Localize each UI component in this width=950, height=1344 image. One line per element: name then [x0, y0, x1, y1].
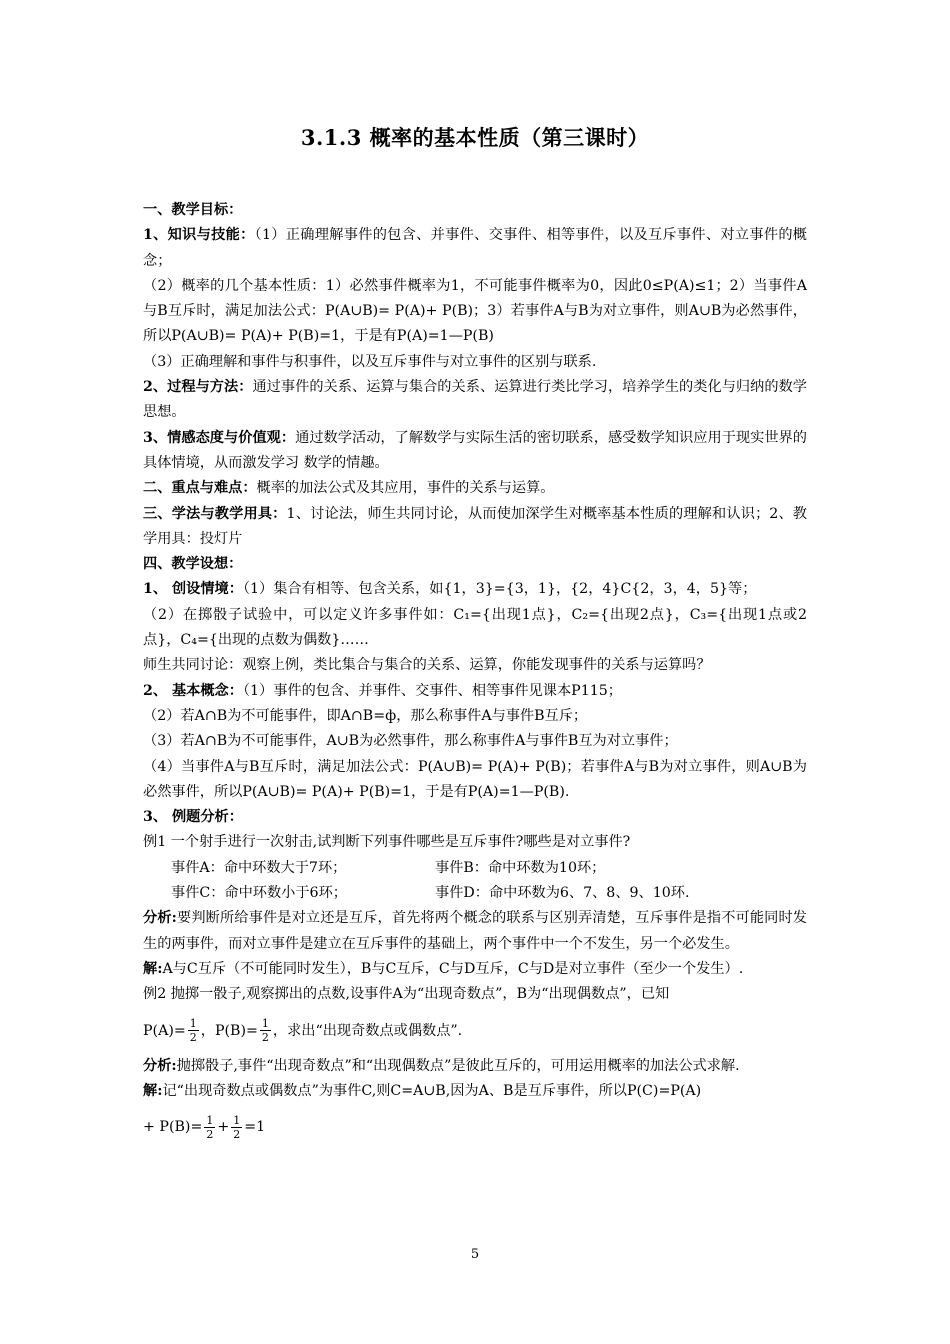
fraction-numerator: 1: [261, 1017, 269, 1030]
section-heading-examples: 3、 例题分析：: [143, 809, 243, 826]
label-knowledge: 1、知识与技能：: [143, 227, 255, 244]
text-tools: 1、讨论法，师生共同讨论，从而使加深学生对概率基本性质的理解和认识；2、教学用具：投灯片: [143, 505, 807, 547]
text-question-tail: ，求出“出现奇数点或偶数点”.: [272, 1022, 463, 1039]
label-tools: 三、学法与教学用具：: [143, 505, 287, 522]
paragraph-discussion: 师生共同讨论：观察上例，类比集合与集合的关系、运算，你能发现事件的关系与运算吗？: [143, 657, 711, 674]
example-2-given: [143, 1008, 807, 1054]
fraction-half: [188, 1017, 199, 1044]
text-knowledge-1: （1）正确理解事件的包含、并事件、交事件、相等事件，以及互斥事件、对立事件的概念；: [143, 227, 807, 269]
label-solution-2: 解:: [143, 1082, 163, 1099]
label-analysis-2: 分析:: [143, 1057, 177, 1074]
text-analysis-1: 要判断所给事件是对立还是互斥，首先将两个概念的联系与区别弄清楚，互斥事件是指不可能同时发生的两事件，而对立事件是建立在互斥事件的基础上，两个事件中一个不发生，另一个必发生。: [143, 910, 807, 952]
document-body: [143, 198, 807, 1150]
fraction-half: [204, 1114, 215, 1141]
text-scenario-1: （1）集合有相等、包含关系，如{1，3}={3，1}，{2，4}C{2，3，4，5}等；: [242, 581, 757, 598]
fraction-numerator: 1: [189, 1017, 197, 1030]
page-number: 5: [470, 1247, 480, 1262]
event-a: 事件A：命中环数大于7环；: [171, 859, 347, 876]
example-2-analysis: [143, 1054, 807, 1079]
text-pb: ，P(B)=: [200, 1022, 258, 1039]
paragraph-tools: [143, 502, 807, 553]
label-scenario: 1、 创设情境：: [143, 581, 243, 598]
paragraph-concepts: [143, 679, 807, 704]
paragraph-distinction: （3）正确理解和事件与积事件，以及互斥事件与对立事件的区别与联系.: [143, 353, 597, 370]
event-c: 事件C：命中环数小于6环；: [171, 885, 347, 902]
label-analysis-1: 分析:: [143, 910, 177, 927]
example-1-analysis: [143, 906, 807, 957]
event-row-2: [143, 881, 807, 906]
example-1-question: 例1 一个射手进行一次射击,试判断下列事件哪些是互斥事件?哪些是对立事件?: [143, 834, 631, 851]
fraction-half: [260, 1017, 271, 1044]
text-solution-1: A与C互斥（不可能同时发生），B与C互斥，C与D互斥，C与D是对立事件（至少一个发生）.: [162, 960, 744, 977]
event-row-1: [143, 856, 807, 881]
text-emotion: 通过数学活动，了解数学与实际生活的密切联系，感受数学知识应用于现实世界的具体情境，从而激发学习 数学的情趣。: [143, 429, 807, 471]
label-emotion: 3、情感态度与价值观：: [143, 429, 296, 446]
text-formula-head: + P(B)=: [143, 1119, 203, 1136]
paragraph-key-points: [143, 476, 807, 501]
paragraph-scenario: [143, 577, 807, 602]
text-formula-tail: =1: [244, 1119, 266, 1136]
paragraph-knowledge: [143, 223, 807, 274]
paragraph-dice-events: （2）在掷骰子试验中，可以定义许多事件如：C₁={出现1点}，C₂={出现2点}，C₃={出现1点或2点}，C₄={出现的点数为偶数}……: [143, 606, 807, 649]
label-solution-1: 解:: [143, 960, 163, 977]
label-method: 2、过程与方法：: [143, 379, 253, 396]
paragraph-addition-rule: （4）当事件A与B互斥时，满足加法公式：P(A∪B)= P(A)+ P(B)；若事件A与B为对立事件，则A∪B为必然事件，所以P(A∪B)= P(A)+ P(B)=1，于是有P(A)=1—P(B).: [143, 758, 807, 800]
paragraph-mutually-exclusive: （2）若A∩B为不可能事件，即A∩B=ф，那么称事件A与事件B互斥；: [143, 707, 588, 724]
fraction-denominator: 2: [261, 1031, 269, 1044]
paragraph-properties: （2）概率的几个基本性质：1）必然事件概率为1，不可能事件概率为0，因此0≤P(A)≤1；2）当事件A与B互斥时，满足加法公式：P(A∪B)= P(A)+ P(B)；3）若事件A与B为对立事件，则A∪B为必然事件，所以P(A∪B)= P(A)+ P(B)=1，于是有P(A)=1—P(B): [143, 277, 807, 345]
text-analysis-2: 抛掷骰子,事件“出现奇数点”和“出现偶数点”是彼此互斥的，可用运用概率的加法公式求解.: [176, 1057, 740, 1074]
text-key-points: 概率的加法公式及其应用，事件的关系与运算。: [256, 480, 555, 497]
section-heading-design: 四、教学设想：: [143, 556, 243, 573]
fraction-denominator: 2: [233, 1127, 241, 1141]
fraction-denominator: 2: [189, 1031, 197, 1044]
example-2-solution-formula: [143, 1104, 807, 1150]
section-heading-objectives: 一、教学目标：: [143, 202, 243, 218]
fraction-numerator: 1: [233, 1113, 241, 1127]
paragraph-emotion: [143, 426, 807, 477]
paragraph-method: [143, 375, 807, 426]
text-solution-2: 记“出现奇数点或偶数点”为事件C,则C=A∪B,因为A、B是互斥事件，所以P(C)=P(A): [162, 1082, 702, 1099]
fraction-numerator: 1: [206, 1113, 214, 1127]
text-concepts-1: （1）事件的包含、并事件、交事件、相等事件见课本P115；: [242, 682, 622, 699]
page-title: 3.1.3 概率的基本性质（第三课时）: [300, 125, 650, 150]
example-2-question: 例2 抛掷一骰子,观察掷出的点数,设事件A为“出现奇数点”，B为“出现偶数点”，已知: [143, 986, 670, 1003]
fraction-denominator: 2: [206, 1127, 214, 1141]
text-method: 通过事件的关系、运算与集合的关系、运算进行类比学习，培养学生的类化与归纳的数学思想。: [143, 379, 807, 421]
event-b: 事件B：命中环数为10环；: [435, 859, 606, 876]
example-1-solution: [143, 957, 807, 982]
example-2-solution: [143, 1079, 807, 1104]
event-d: 事件D：命中环数为6、7、8、9、10环.: [435, 885, 690, 902]
text-plus: +: [217, 1119, 230, 1136]
paragraph-complementary: （3）若A∩B为不可能事件，A∪B为必然事件，那么称事件A与事件B互为对立事件；: [143, 733, 678, 750]
text-pa: P(A)=: [143, 1022, 186, 1039]
label-concepts: 2、 基本概念：: [143, 682, 243, 699]
fraction-half: [231, 1114, 242, 1141]
label-key-points: 二、重点与难点：: [143, 480, 257, 497]
